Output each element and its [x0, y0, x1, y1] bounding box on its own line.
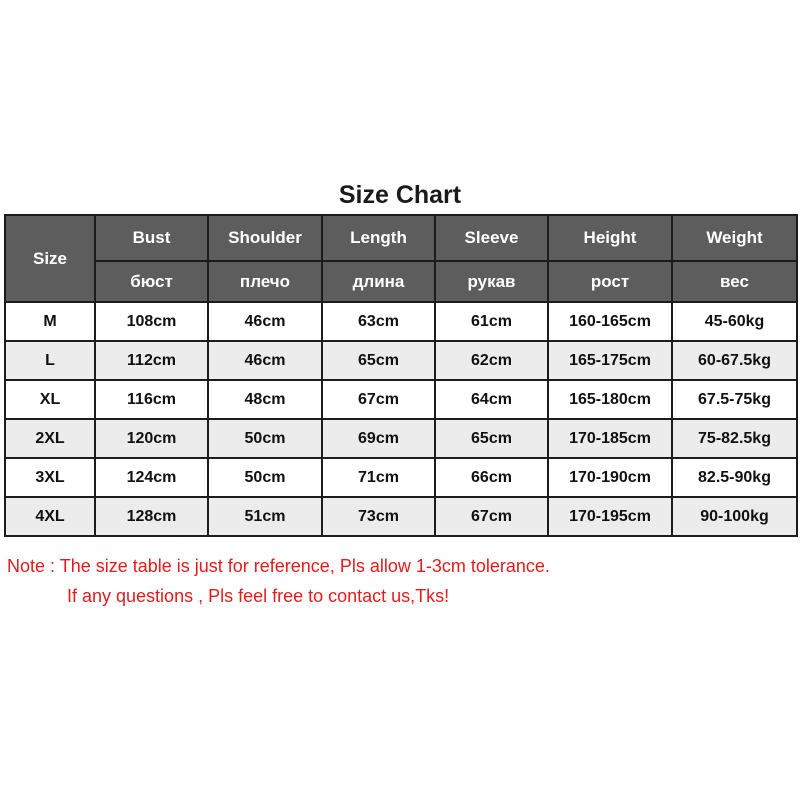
bust-cell: 120cm: [95, 419, 208, 458]
weight-cell: 90-100kg: [672, 497, 797, 536]
weight-cell: 82.5-90kg: [672, 458, 797, 497]
size-cell: 2XL: [5, 419, 95, 458]
weight-cell: 67.5-75kg: [672, 380, 797, 419]
sleeve-cell: 66cm: [435, 458, 548, 497]
header-bust-ru: бюст: [95, 261, 208, 302]
bust-cell: 128cm: [95, 497, 208, 536]
table-row: [5, 341, 797, 380]
header-sleeve: Sleeve: [435, 215, 548, 261]
weight-cell: 45-60kg: [672, 302, 797, 341]
chart-title: Size Chart: [338, 181, 462, 209]
shoulder-cell: 51cm: [208, 497, 322, 536]
note-line-1: Note : The size table is just for reference, Pls allow 1-3cm tolerance.: [7, 556, 550, 576]
header-height-ru: рост: [548, 261, 672, 302]
height-cell: 165-180cm: [548, 380, 672, 419]
length-cell: 69cm: [322, 419, 435, 458]
header-sleeve-ru: рукав: [435, 261, 548, 302]
length-cell: 71cm: [322, 458, 435, 497]
note-line-2: If any questions , Pls feel free to contact us,Tks!: [67, 586, 450, 606]
header-weight-ru: вес: [672, 261, 797, 302]
header-row-russian: [5, 261, 797, 302]
bust-cell: 112cm: [95, 341, 208, 380]
table-row: [5, 380, 797, 419]
table-row: [5, 302, 797, 341]
length-cell: 73cm: [322, 497, 435, 536]
height-cell: 165-175cm: [548, 341, 672, 380]
height-cell: 170-190cm: [548, 458, 672, 497]
header-height: Height: [548, 215, 672, 261]
header-size: Size: [5, 215, 95, 302]
size-cell: XL: [5, 380, 95, 419]
header-length-ru: длина: [322, 261, 435, 302]
bust-cell: 116cm: [95, 380, 208, 419]
shoulder-cell: 50cm: [208, 458, 322, 497]
table-row: [5, 497, 797, 536]
sleeve-cell: 67cm: [435, 497, 548, 536]
size-cell: M: [5, 302, 95, 341]
length-cell: 65cm: [322, 341, 435, 380]
header-row-english: [5, 215, 797, 261]
table-row: [5, 419, 797, 458]
sleeve-cell: 62cm: [435, 341, 548, 380]
header-shoulder: Shoulder: [208, 215, 322, 261]
header-length: Length: [322, 215, 435, 261]
shoulder-cell: 46cm: [208, 341, 322, 380]
header-bust: Bust: [95, 215, 208, 261]
shoulder-cell: 50cm: [208, 419, 322, 458]
length-cell: 67cm: [322, 380, 435, 419]
shoulder-cell: 46cm: [208, 302, 322, 341]
height-cell: 170-185cm: [548, 419, 672, 458]
shoulder-cell: 48cm: [208, 380, 322, 419]
height-cell: 160-165cm: [548, 302, 672, 341]
length-cell: 63cm: [322, 302, 435, 341]
header-shoulder-ru: плечо: [208, 261, 322, 302]
bust-cell: 124cm: [95, 458, 208, 497]
size-cell: L: [5, 341, 95, 380]
sleeve-cell: 65cm: [435, 419, 548, 458]
table-row: [5, 458, 797, 497]
height-cell: 170-195cm: [548, 497, 672, 536]
sleeve-cell: 61cm: [435, 302, 548, 341]
header-weight: Weight: [672, 215, 797, 261]
sleeve-cell: 64cm: [435, 380, 548, 419]
size-cell: 4XL: [5, 497, 95, 536]
size-cell: 3XL: [5, 458, 95, 497]
weight-cell: 60-67.5kg: [672, 341, 797, 380]
bust-cell: 108cm: [95, 302, 208, 341]
size-table: [4, 214, 798, 537]
weight-cell: 75-82.5kg: [672, 419, 797, 458]
